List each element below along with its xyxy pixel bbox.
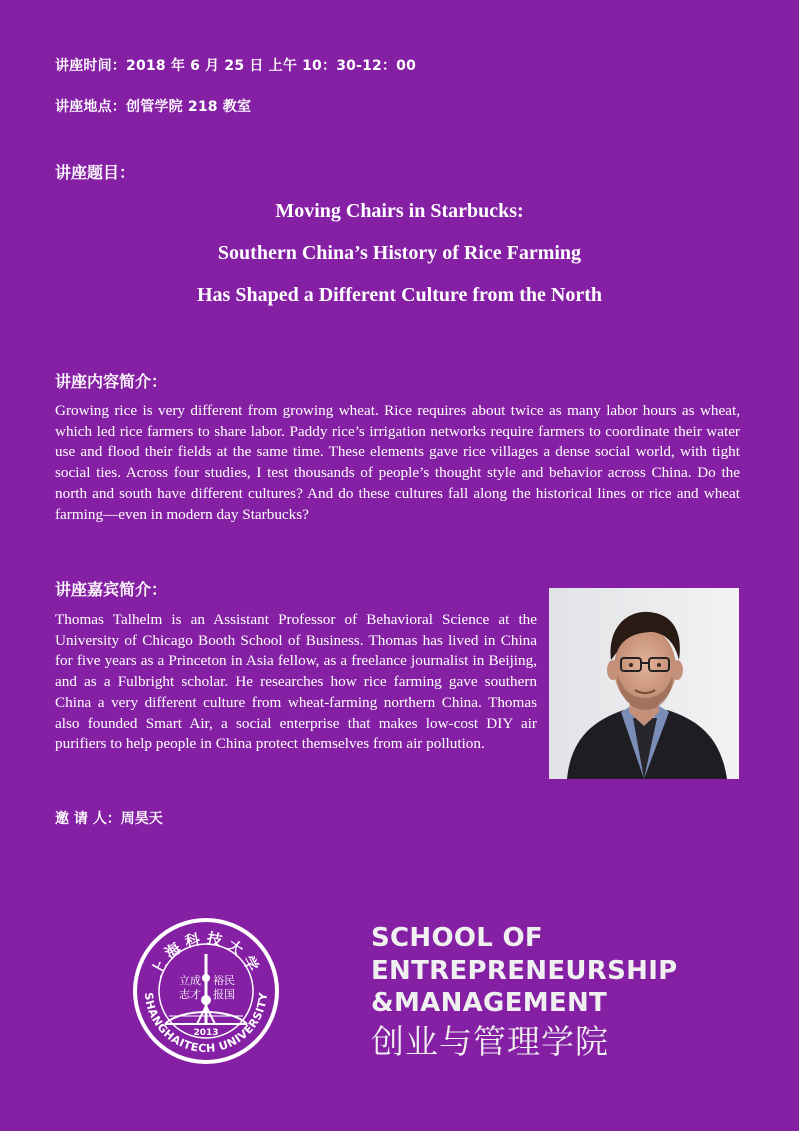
seal-right-chars: 裕民 [213, 974, 235, 987]
seal-right-chars-2: 报国 [213, 988, 235, 1001]
university-seal [131, 916, 281, 1066]
topic-heading: 讲座题目： [55, 163, 136, 182]
seal-bottom-text: SHANGHAITECH UNIVERSITY [141, 991, 271, 1056]
speaker-bio: Thomas Talhelm is an Assistant Professor of Behavioral Science at the University of Chicago Booth School of Business. Thomas has lived in China for five years as a Princeton in Asia fellow, as a freelance journalist in Beijing, and as a Fulbright scholar. He researches how rice farming gave southern China a very different culture from wheat-farming northern China. Thomas also founded Smart Air, a social enterprise that makes low-cost DIY air purifiers to help people in China protect themselves from air pollution. [55, 611, 537, 753]
lecture-location: 讲座地点：创管学院 218 教室 [55, 99, 252, 115]
title-line-2: Southern China’s History of Rice Farming [217, 242, 582, 264]
lecture-time: 讲座时间：2018 年 6 月 25 日 上午 10：30-12：00 [55, 58, 417, 74]
school-name-line-1: SCHOOL OF [371, 923, 543, 953]
school-name-line-2: ENTREPRENEURSHIP [371, 956, 678, 986]
seal-left-chars: 立成 [179, 974, 201, 987]
speaker-photo [549, 588, 739, 779]
host: 邀 请 人：周昊天 [55, 811, 163, 827]
school-name-line-3: &MANAGEMENT [371, 988, 608, 1018]
seal-icon [131, 916, 281, 1066]
title-line-1: Moving Chairs in Starbucks: [275, 200, 524, 222]
title-line-3: Has Shaped a Different Culture from the North [197, 284, 602, 306]
speaker-heading: 讲座嘉宾简介： [55, 580, 168, 599]
abstract-heading: 讲座内容简介： [55, 372, 168, 391]
abstract-text: Growing rice is very different from growing wheat. Rice requires about twice as many labor hours as wheat, which led rice farmers to share labor. Paddy rice’s irrigation networks require farmers to coordinate their water use and flood their fields at the same time. These elements gave rice villages a dense social world, with tight social ties. Across four studies, I test thousands of people’s thought style and behavior across China. Do the north and south have different cultures? And do these cultures fall along the historical lines or rice and wheat farming—even in modern day Starbucks? [55, 402, 740, 523]
seal-year: 2013 [193, 1028, 219, 1038]
speaker-portrait-icon [549, 588, 739, 779]
seal-top-text: 上海科技大学 [147, 929, 265, 980]
seal-left-chars-2: 志才 [179, 988, 201, 1001]
school-name-chinese: 创业与管理学院 [371, 1022, 609, 1061]
